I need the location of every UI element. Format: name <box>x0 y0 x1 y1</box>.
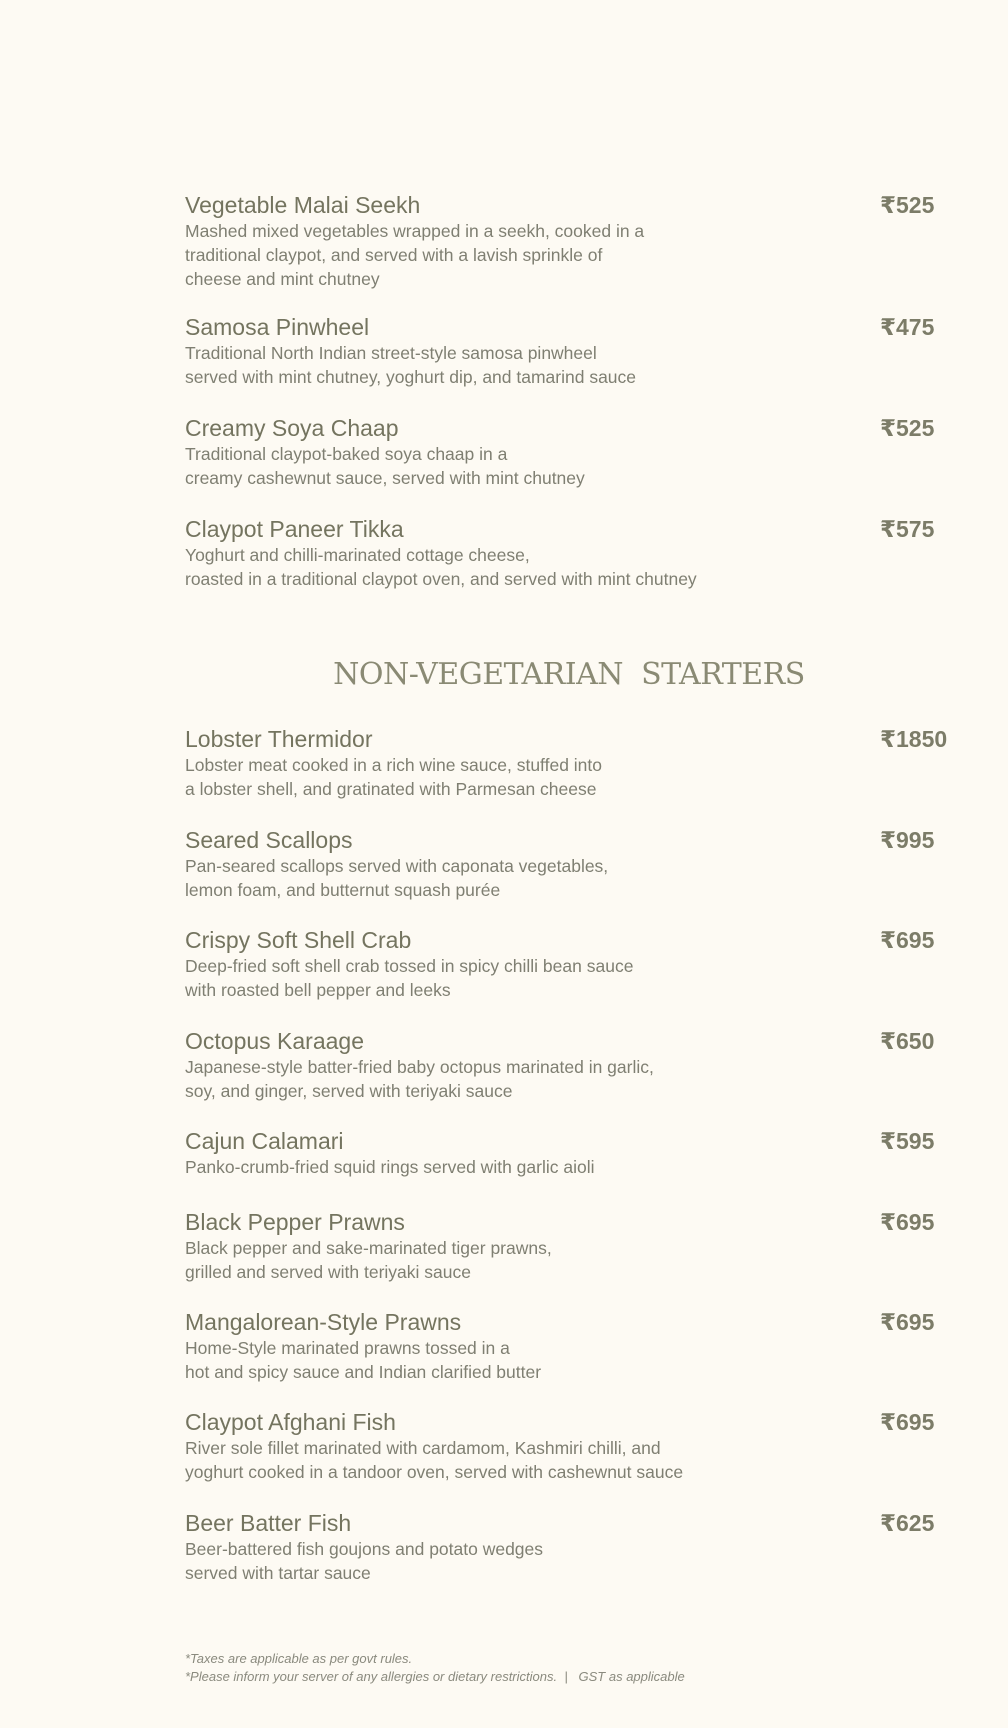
description-line: lemon foam, and butternut squash purée <box>185 880 501 900</box>
description-line: Traditional North Indian street-style samosa pinwheel <box>185 343 597 363</box>
item-description <box>185 1236 785 1284</box>
item-price: ₹650 <box>880 1028 935 1054</box>
item-price: ₹695 <box>880 1209 935 1235</box>
item-description <box>185 219 785 291</box>
item-name: Claypot Afghani Fish <box>185 1409 396 1435</box>
description-line: yoghurt cooked in a tandoor oven, served with cashewnut sauce <box>185 1462 684 1482</box>
description-line: hot and spicy sauce and Indian clarified butter <box>185 1362 542 1382</box>
description-line: roasted in a traditional claypot oven, and served with mint chutney <box>185 569 697 589</box>
item-description <box>185 854 785 902</box>
description-line: soy, and ginger, served with teriyaki sauce <box>185 1081 513 1101</box>
item-name: Beer Batter Fish <box>185 1510 352 1536</box>
item-name: Vegetable Malai Seekh <box>185 192 421 218</box>
item-price: ₹695 <box>880 1309 935 1335</box>
item-price: ₹1850 <box>880 726 948 752</box>
item-name: Black Pepper Prawns <box>185 1209 405 1235</box>
item-description <box>185 1155 785 1179</box>
item-name: Lobster Thermidor <box>185 726 373 752</box>
item-price: ₹575 <box>880 516 935 542</box>
description-line: Home-Style marinated prawns tossed in a <box>185 1338 510 1358</box>
item-description <box>185 954 785 1002</box>
item-price: ₹625 <box>880 1510 935 1536</box>
item-description <box>185 543 785 591</box>
item-name: Mangalorean-Style Prawns <box>185 1309 462 1335</box>
item-price: ₹695 <box>880 1409 935 1435</box>
description-line: Mashed mixed vegetables wrapped in a seekh, cooked in a <box>185 221 645 241</box>
description-line: traditional claypot, and served with a lavish sprinkle of <box>185 245 603 265</box>
description-line: Pan-seared scallops served with caponata vegetables, <box>185 856 609 876</box>
tax-note: *Taxes are applicable as per govt rules. <box>185 1651 413 1666</box>
description-line: cheese and mint chutney <box>185 269 380 289</box>
description-line: River sole fillet marinated with cardamom, Kashmiri chilli, and <box>185 1438 661 1458</box>
item-name: Octopus Karaage <box>185 1028 365 1054</box>
item-name: Cajun Calamari <box>185 1128 344 1154</box>
description-line: served with mint chutney, yoghurt dip, and tamarind sauce <box>185 367 637 387</box>
item-description <box>185 341 785 389</box>
description-line: a lobster shell, and gratinated with Parmesan cheese <box>185 779 597 799</box>
description-line: Japanese-style batter-fried baby octopus marinated in garlic, <box>185 1057 654 1077</box>
item-description <box>185 753 785 801</box>
item-name: Crispy Soft Shell Crab <box>185 927 412 953</box>
item-name: Claypot Paneer Tikka <box>185 516 404 542</box>
description-line: served with tartar sauce <box>185 1563 371 1583</box>
item-description <box>185 1436 785 1484</box>
description-line: grilled and served with teriyaki sauce <box>185 1262 471 1282</box>
footer-notes <box>185 1650 685 1686</box>
description-line: Panko-crumb-fried squid rings served with garlic aioli <box>185 1157 595 1177</box>
item-description <box>185 1336 785 1384</box>
description-line: Black pepper and sake-marinated tiger prawns, <box>185 1238 552 1258</box>
description-line: Deep-fried soft shell crab tossed in spicy chilli bean sauce <box>185 956 634 976</box>
item-description <box>185 1055 785 1103</box>
item-description <box>185 1537 785 1585</box>
item-description <box>185 442 785 490</box>
item-price: ₹525 <box>880 192 935 218</box>
description-line: Yoghurt and chilli-marinated cottage cheese, <box>185 545 530 565</box>
item-price: ₹475 <box>880 314 935 340</box>
section-title-non-vegetarian-starters: NON-VEGETARIAN STARTERS <box>333 657 805 692</box>
item-price: ₹525 <box>880 415 935 441</box>
item-name: Seared Scallops <box>185 827 353 853</box>
item-price: ₹695 <box>880 927 935 953</box>
item-name: Creamy Soya Chaap <box>185 415 399 441</box>
description-line: Traditional claypot-baked soya chaap in a <box>185 444 508 464</box>
item-price: ₹595 <box>880 1128 935 1154</box>
description-line: with roasted bell pepper and leeks <box>185 980 451 1000</box>
item-price: ₹995 <box>880 827 935 853</box>
description-line: creamy cashewnut sauce, served with mint chutney <box>185 468 585 488</box>
item-name: Samosa Pinwheel <box>185 314 370 340</box>
description-line: Lobster meat cooked in a rich wine sauce, stuffed into <box>185 755 603 775</box>
description-line: Beer-battered fish goujons and potato wedges <box>185 1539 544 1559</box>
allergy-note: *Please inform your server of any allergies or dietary restrictions. | GST as applicable <box>185 1669 685 1684</box>
